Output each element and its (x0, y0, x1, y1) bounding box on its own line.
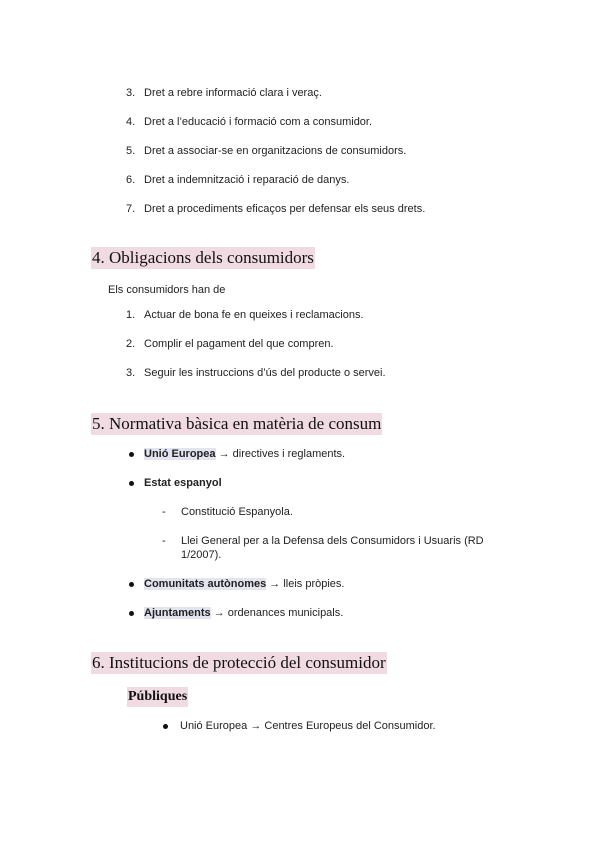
list-text: Dret a associar-se en organitzacions de consumidors. (144, 145, 407, 157)
list-text: Seguir les instruccions d’ús del producte o servei. (144, 367, 386, 379)
bullet-icon (163, 724, 168, 729)
list-number: 1. (126, 309, 136, 321)
item-rest: → directives i reglaments. (215, 448, 346, 460)
section-4-heading: 4. Obligacions dels consumidors (92, 248, 314, 267)
highlight-label: Comunitats autònomes (144, 578, 267, 590)
list-text: Complir el pagament del que compren. (144, 338, 334, 350)
list-text: Dret a l’educació i formació com a consumidor. (144, 116, 373, 128)
list-text: Dret a indemnització i reparació de danys. (144, 174, 350, 186)
bullet-icon (129, 452, 134, 457)
section-4-intro: Els consumidors han de (108, 284, 226, 296)
list-text: Actuar de bona fe en queixes i reclamacions. (144, 309, 364, 321)
highlight-label: Ajuntaments (144, 607, 211, 619)
list-text: Dret a procediments eficaços per defensar els seus drets. (144, 203, 426, 215)
list-number: 3. (126, 367, 136, 379)
list-number: 3. (126, 87, 136, 99)
list-number: 7. (126, 203, 136, 215)
list-number: 4. (126, 116, 136, 128)
highlight-label: Unió Europea (144, 448, 216, 460)
institution-item: Unió Europea → Centres Europeus del Consumidor. (180, 720, 436, 732)
item-rest: → ordenances municipals. (210, 607, 344, 619)
section-6-subheading: Públiques (127, 687, 188, 707)
norm-item-ajuntaments (144, 606, 343, 620)
estat-subitem: Constitució Espanyola. (181, 506, 293, 518)
bullet-icon (129, 611, 134, 616)
norm-item-estat (144, 476, 222, 490)
bullet-icon (129, 582, 134, 587)
section-5-heading: 5. Normativa bàsica en matèria de consum (92, 414, 382, 433)
bold-label: Estat espanyol (144, 477, 222, 489)
norm-item-comunitats (144, 577, 345, 591)
list-text: Dret a rebre informació clara i veraç. (144, 87, 322, 99)
list-number: 5. (126, 145, 136, 157)
list-number: 2. (126, 338, 136, 350)
list-number: 6. (126, 174, 136, 186)
item-rest: → lleis pròpies. (266, 578, 345, 590)
bullet-icon (129, 481, 134, 486)
estat-subitem: Llei General per a la Defensa dels Consumidors i Usuaris (RD (181, 535, 484, 547)
dash-icon: - (162, 506, 166, 518)
norm-item-ue (144, 447, 345, 461)
section-6-heading: 6. Institucions de protecció del consumidor (92, 653, 386, 672)
dash-icon: - (162, 535, 166, 547)
estat-subitem-continued: 1/2007). (181, 549, 222, 561)
